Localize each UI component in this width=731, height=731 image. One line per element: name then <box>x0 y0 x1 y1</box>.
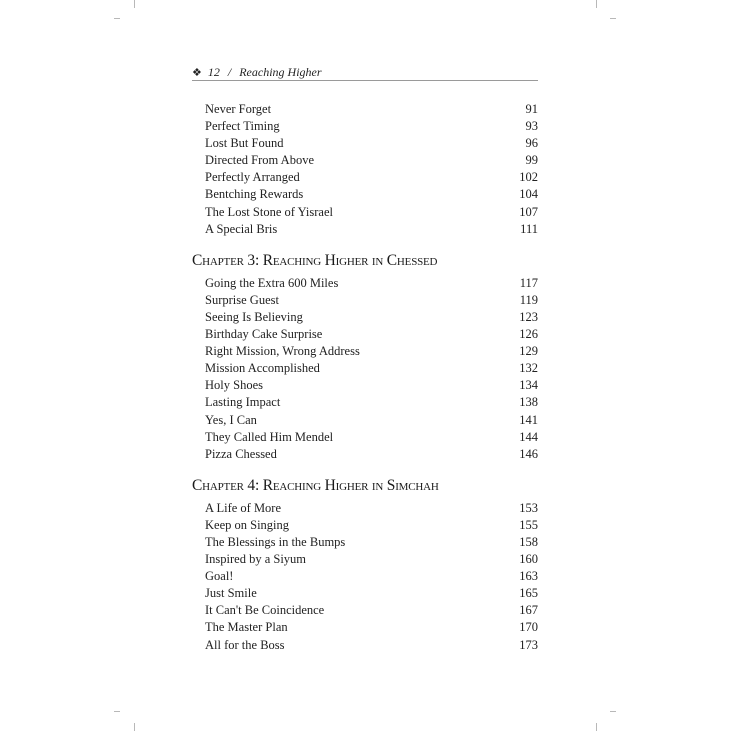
toc-entry <box>192 568 538 585</box>
crop-mark <box>610 711 616 712</box>
toc-entry <box>192 326 538 343</box>
toc-entry-page: 153 <box>519 500 538 515</box>
toc-entry-title: Going the Extra 600 Miles <box>205 275 339 290</box>
toc-entry <box>192 360 538 377</box>
toc-entry <box>192 275 538 292</box>
toc-entry-title: It Can't Be Coincidence <box>205 603 325 618</box>
toc-entry-title: They Called Him Mendel <box>205 429 334 444</box>
toc-entry <box>192 500 538 517</box>
continued-entries <box>192 101 538 238</box>
toc-entry <box>192 517 538 534</box>
toc-entry-page: 129 <box>519 344 538 359</box>
toc-entry <box>192 412 538 429</box>
toc-entry <box>192 446 538 463</box>
toc-entry <box>192 534 538 551</box>
toc-entry-title: Inspired by a Siyum <box>205 552 307 567</box>
toc-entry-page: 173 <box>519 637 538 652</box>
toc-entry-page: 119 <box>519 292 538 307</box>
toc-entry-page: 123 <box>519 309 538 324</box>
toc-entry-title: Directed From Above <box>205 153 315 168</box>
toc-entry <box>192 118 538 135</box>
toc-entry-page: 93 <box>525 119 538 134</box>
toc-entry-page: 126 <box>519 327 538 342</box>
toc-entry-page: 107 <box>519 204 538 219</box>
toc-entry-page: 132 <box>519 361 538 376</box>
crop-mark <box>610 18 616 19</box>
toc-entry <box>192 292 538 309</box>
toc-entry-title: Mission Accomplished <box>205 361 320 376</box>
toc-entry-title: The Lost Stone of Yisrael <box>205 204 333 219</box>
toc-entry-page: 158 <box>519 534 538 549</box>
toc-entry-title: Perfect Timing <box>205 119 280 134</box>
toc-entry-page: 104 <box>519 187 538 202</box>
toc-entry-title: Goal! <box>205 569 234 584</box>
toc-entry-title: Holy Shoes <box>205 378 263 393</box>
toc-entry-title: Birthday Cake Surprise <box>205 327 323 342</box>
toc-entry <box>192 602 538 619</box>
crop-mark <box>596 0 597 8</box>
toc-entry-page: 170 <box>519 620 538 635</box>
toc-entry-page: 163 <box>519 569 538 584</box>
toc-entry-title: Lasting Impact <box>205 395 281 410</box>
toc-entry-title: A Life of More <box>205 500 282 515</box>
chapter-3-heading: Chapter 3: Reaching Higher in Chessed <box>192 251 438 269</box>
chapter-3-entries <box>192 275 538 463</box>
toc-entry-title: The Master Plan <box>205 620 288 635</box>
toc-entry-page: 155 <box>519 517 538 532</box>
toc-entry-page: 160 <box>519 552 538 567</box>
toc-entry <box>192 204 538 221</box>
toc-entry <box>192 343 538 360</box>
toc-entry-page: 99 <box>525 153 538 168</box>
toc-entry <box>192 309 538 326</box>
ornament-icon: ❖ <box>192 67 202 79</box>
toc-entry <box>192 186 538 203</box>
header-page-number: 12 <box>207 65 220 79</box>
toc-entry <box>192 169 538 186</box>
toc-entry-page: 146 <box>519 446 538 461</box>
toc-entry-page: 96 <box>525 136 538 151</box>
header-rule <box>192 80 538 81</box>
toc-entry-title: Yes, I Can <box>205 412 257 427</box>
toc-entry <box>192 377 538 394</box>
toc-entry-title: Perfectly Arranged <box>205 170 300 185</box>
toc-entry <box>192 101 538 118</box>
table-of-contents <box>192 101 538 654</box>
toc-entry <box>192 551 538 568</box>
chapter-4-heading: Chapter 4: Reaching Higher in Simchah <box>192 476 439 494</box>
crop-mark <box>596 723 597 731</box>
toc-entry-title: Keep on Singing <box>205 517 290 532</box>
crop-mark <box>134 0 135 8</box>
toc-entry-page: 144 <box>519 429 538 444</box>
toc-entry <box>192 221 538 238</box>
toc-entry-title: Seeing Is Believing <box>205 309 303 324</box>
toc-entry-title: Lost But Found <box>205 136 284 151</box>
toc-entry-title: Just Smile <box>205 586 257 601</box>
toc-entry-title: Right Mission, Wrong Address <box>205 344 360 359</box>
toc-entry-page: 91 <box>525 102 538 116</box>
toc-entry <box>192 429 538 446</box>
toc-entry-title: Pizza Chessed <box>205 446 277 461</box>
toc-entry <box>192 585 538 602</box>
header-running-title: Reaching Higher <box>239 65 322 79</box>
toc-entry-page: 167 <box>519 603 538 618</box>
toc-entry-page: 165 <box>519 586 538 601</box>
toc-entry-title: A Special Bris <box>205 221 278 236</box>
crop-mark <box>114 18 120 19</box>
toc-entry <box>192 135 538 152</box>
toc-entry-page: 117 <box>519 275 538 290</box>
chapter-4-entries <box>192 500 538 654</box>
toc-entry-title: All for the Boss <box>205 637 285 652</box>
toc-entry <box>192 394 538 411</box>
crop-mark <box>114 711 120 712</box>
toc-entry <box>192 152 538 169</box>
header-separator: / <box>227 65 232 79</box>
crop-mark <box>134 723 135 731</box>
toc-entry-title: The Blessings in the Bumps <box>205 534 346 549</box>
toc-entry-title: Surprise Guest <box>205 292 279 307</box>
toc-entry-title: Never Forget <box>205 102 272 116</box>
toc-entry-page: 134 <box>519 378 538 393</box>
toc-entry-page: 111 <box>520 221 538 236</box>
toc-entry <box>192 637 538 654</box>
toc-entry <box>192 619 538 636</box>
running-header <box>192 64 538 80</box>
toc-entry-page: 102 <box>519 170 538 185</box>
toc-entry-page: 141 <box>519 412 538 427</box>
toc-entry-page: 138 <box>519 395 538 410</box>
toc-entry-title: Bentching Rewards <box>205 187 304 202</box>
